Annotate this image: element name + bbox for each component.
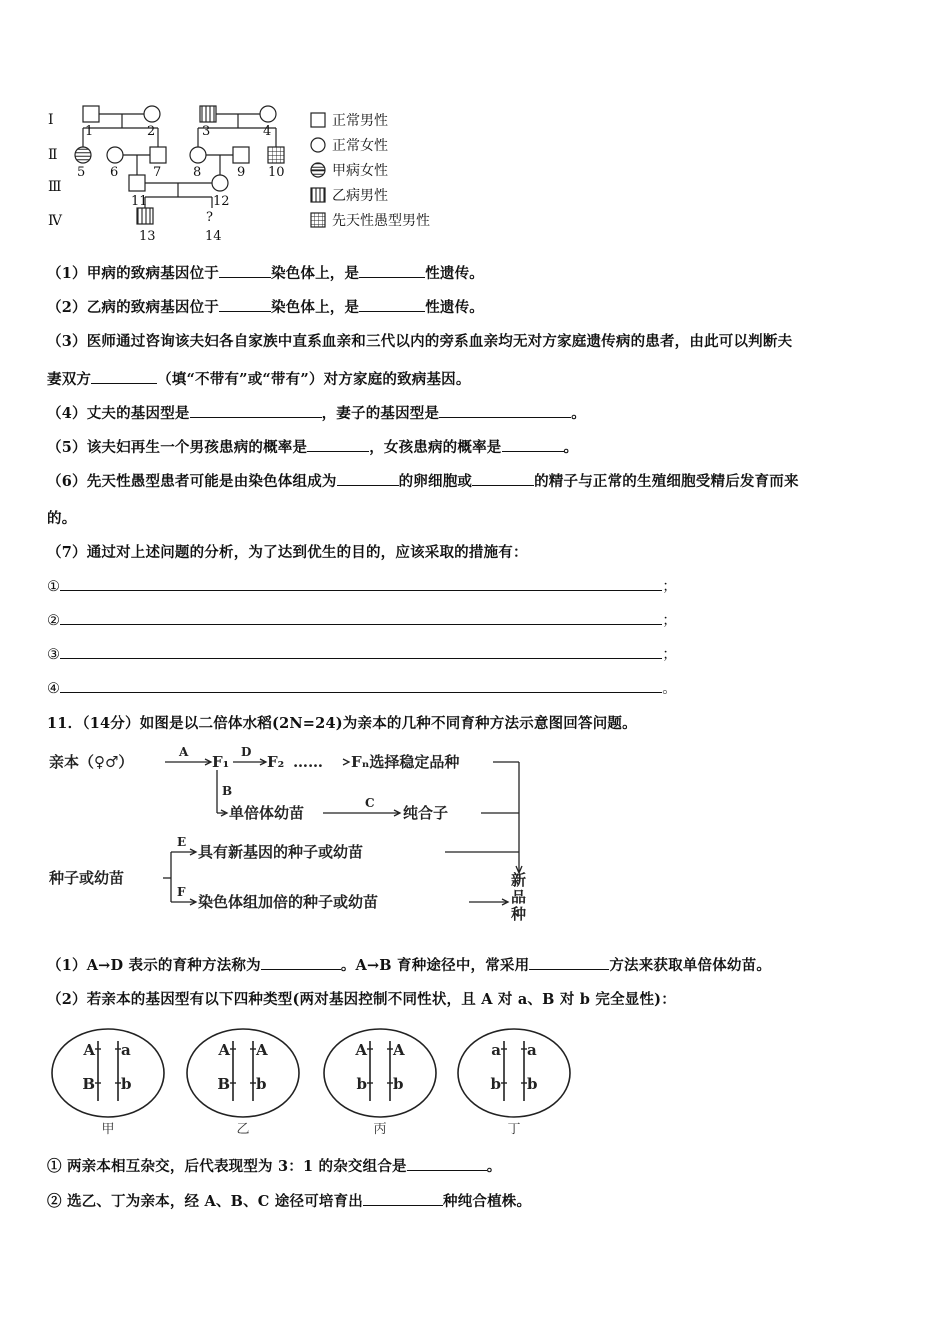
cell-diagram	[324, 1029, 436, 1137]
diagram-doubled: 染色体组加倍的种子或幼苗	[198, 893, 379, 911]
square-icon	[310, 112, 326, 128]
allele-label: b	[527, 1075, 538, 1093]
individual-8	[190, 147, 206, 163]
individual-7	[150, 147, 166, 163]
individual-5	[75, 147, 91, 163]
allele-label: b	[490, 1075, 501, 1093]
individual-4	[260, 106, 276, 122]
question-5: （5）该夫妇再生一个男孩患病的概率是 ，女孩患病的概率是 。	[47, 439, 579, 456]
allele-label: A	[83, 1041, 95, 1059]
cell-label: 甲	[101, 1122, 115, 1137]
answer-blank[interactable]	[60, 678, 662, 693]
question-11-sub-2: ② 选乙、丁为亲本，经 A、B、C 途径可培育出 种纯合植株。	[47, 1193, 532, 1210]
answer-blank[interactable]	[219, 297, 271, 312]
diagram-newvar-2: 品	[511, 888, 527, 906]
diagram-label-e: E	[177, 835, 187, 849]
individual-11	[129, 175, 145, 191]
allele-label: B	[82, 1075, 95, 1093]
pedigree-number-5: 5	[77, 165, 86, 180]
allele-label: b	[256, 1075, 267, 1093]
legend-disease-a-female: 甲病女性	[310, 160, 388, 180]
individual-6	[107, 147, 123, 163]
circle-icon	[310, 137, 326, 153]
question-2: （2）乙病的致病基因位于 染色体上，是 性遗传。	[47, 299, 485, 316]
diagram-seed: 种子或幼苗	[49, 869, 125, 887]
answer-blank[interactable]	[439, 403, 571, 418]
diagram-parent: 亲本（♀♂）	[49, 753, 134, 771]
question-6-line-1: （6）先天性愚型患者可能是由染色体组成为 的卵细胞或 的精子与正常的生殖细胞受精后发育而来	[47, 473, 799, 490]
cell-diagram	[187, 1029, 299, 1137]
diagram-newvar-1: 新	[511, 871, 527, 889]
pedigree-number-6: 6	[110, 165, 119, 180]
allele-label: A	[393, 1041, 405, 1059]
diagram-label-b: B	[222, 784, 233, 798]
answer-blank[interactable]	[60, 644, 662, 659]
pedigree-chart	[0, 95, 470, 255]
diagram-label-c: C	[365, 796, 375, 810]
diagram-label-d: D	[241, 745, 252, 759]
diagram-haploid: 单倍体幼苗	[229, 804, 305, 822]
individual-12	[212, 175, 228, 191]
breeding-diagram	[45, 740, 545, 928]
diagram-pure: 纯合子	[403, 804, 449, 822]
diagram-dots: ……	[293, 753, 323, 771]
generation-label-4: Ⅳ	[48, 213, 62, 229]
allele-label: a	[491, 1041, 501, 1059]
cell-label: 丙	[373, 1122, 387, 1137]
measure-3: ③ ；	[47, 643, 677, 664]
diagram-newvar-3: 种	[511, 905, 527, 923]
answer-blank[interactable]	[91, 369, 157, 384]
individual-1	[83, 106, 99, 122]
answer-blank[interactable]	[219, 263, 271, 278]
pedigree-number-8: 8	[193, 165, 202, 180]
generation-label-3: Ⅲ	[48, 179, 62, 195]
individual-13	[137, 208, 153, 224]
individual-9-father	[233, 147, 249, 163]
pedigree-unknown: ?	[206, 210, 213, 225]
measure-2: ② ；	[47, 609, 677, 630]
answer-blank[interactable]	[359, 263, 425, 278]
answer-blank[interactable]	[363, 1191, 443, 1206]
pedigree-number-11: 11	[131, 194, 148, 209]
answer-blank[interactable]	[60, 610, 662, 625]
pedigree-number-7: 7	[153, 165, 162, 180]
pedigree-number-9: 9	[237, 165, 246, 180]
pedigree-number-2: 2	[147, 124, 156, 139]
answer-blank[interactable]	[407, 1156, 487, 1171]
allele-label: a	[527, 1041, 537, 1059]
allele-label: A	[218, 1041, 230, 1059]
diagram-f2: F₂	[267, 753, 285, 771]
question-11-part-1: （1）A→D 表示的育种方法称为 。A→B 育种途径中，常采用 方法来获取单倍体幼苗。	[47, 957, 772, 974]
question-4: （4）丈夫的基因型是 ，妻子的基因型是 。	[47, 405, 586, 422]
individual-10	[268, 147, 284, 163]
pedigree-number-10: 10	[268, 165, 285, 180]
question-11-header: 11．（14分）如图是以二倍体水稻(2N=24)为亲本的几种不同育种方法示意图回答问题。	[47, 715, 637, 732]
pedigree-number-14: 14	[205, 229, 222, 244]
diagram-label-f: F	[177, 885, 186, 899]
question-11-sub-1: ① 两亲本相互杂交，后代表现型为 3：1 的杂交组合是 。	[47, 1158, 502, 1175]
individual-2	[144, 106, 160, 122]
cell-diagram	[458, 1029, 570, 1137]
question-7: （7）通过对上述问题的分析，为了达到优生的目的，应该采取的措施有：	[47, 544, 528, 561]
answer-blank[interactable]	[337, 471, 399, 486]
answer-blank[interactable]	[472, 471, 534, 486]
cell-membrane	[458, 1029, 570, 1117]
generation-label-2: Ⅱ	[48, 147, 58, 163]
legend-normal-female: 正常女性	[310, 135, 388, 155]
legend-down-syndrome-male: 先天性愚型男性	[310, 210, 430, 230]
question-3-line-2: 妻双方 （填“不带有”或“带有”）对方家庭的致病基因。	[47, 371, 471, 388]
pedigree-number-13: 13	[139, 229, 156, 244]
allele-label: b	[121, 1075, 132, 1093]
pedigree-number-4: 4	[263, 124, 272, 139]
generation-label-1: Ⅰ	[48, 112, 54, 128]
question-11-part-2: （2）若亲本的基因型有以下四种类型(两对基因控制不同性状，且 A 对 a、B 对 b 完全显性)：	[47, 991, 676, 1008]
cell-membrane	[324, 1029, 436, 1117]
grid-square-icon	[310, 212, 326, 228]
cell-membrane	[52, 1029, 164, 1117]
question-3-line-1: （3）医师通过咨询该夫妇各自家族中直系血亲和三代以内的旁系血亲均无对方家庭遗传病的患者，由此可以判断夫	[47, 333, 793, 350]
diagram-newgene: 具有新基因的种子或幼苗	[198, 843, 364, 861]
cell-label: 丁	[507, 1122, 521, 1137]
individual-3	[200, 106, 216, 122]
answer-blank[interactable]	[190, 403, 322, 418]
allele-label: b	[393, 1075, 404, 1093]
striped-circle-icon	[310, 162, 326, 178]
striped-square-icon	[310, 187, 326, 203]
pedigree-number-1: 1	[85, 124, 94, 139]
legend-normal-male: 正常男性	[310, 110, 388, 130]
pedigree-diagram	[0, 95, 470, 255]
diagram-f1: F₁	[212, 753, 230, 771]
cell-diagram	[52, 1029, 164, 1137]
cell-membrane	[187, 1029, 299, 1117]
diagram-fn: Fₙ选择稳定品种	[351, 753, 460, 771]
question-6-line-2: 的。	[47, 510, 77, 527]
answer-blank[interactable]	[529, 955, 609, 970]
question-1: （1）甲病的致病基因位于 染色体上，是 性遗传。	[47, 265, 485, 282]
diagram-label-a: A	[179, 745, 189, 759]
cell-label: 乙	[236, 1122, 250, 1137]
answer-blank[interactable]	[307, 437, 369, 452]
allele-label: B	[217, 1075, 230, 1093]
answer-blank[interactable]	[261, 955, 341, 970]
answer-blank[interactable]	[359, 297, 425, 312]
pedigree-number-12: 12	[213, 194, 230, 209]
allele-label: A	[256, 1041, 268, 1059]
legend-disease-b-male: 乙病男性	[310, 185, 388, 205]
measure-4: ④ 。	[47, 677, 677, 698]
allele-label: b	[356, 1075, 367, 1093]
allele-label: A	[355, 1041, 367, 1059]
pedigree-number-3: 3	[202, 124, 211, 139]
genotype-cells	[50, 1025, 590, 1140]
answer-blank[interactable]	[60, 576, 662, 591]
measure-1: ① ；	[47, 575, 677, 596]
answer-blank[interactable]	[502, 437, 564, 452]
allele-label: a	[121, 1041, 131, 1059]
